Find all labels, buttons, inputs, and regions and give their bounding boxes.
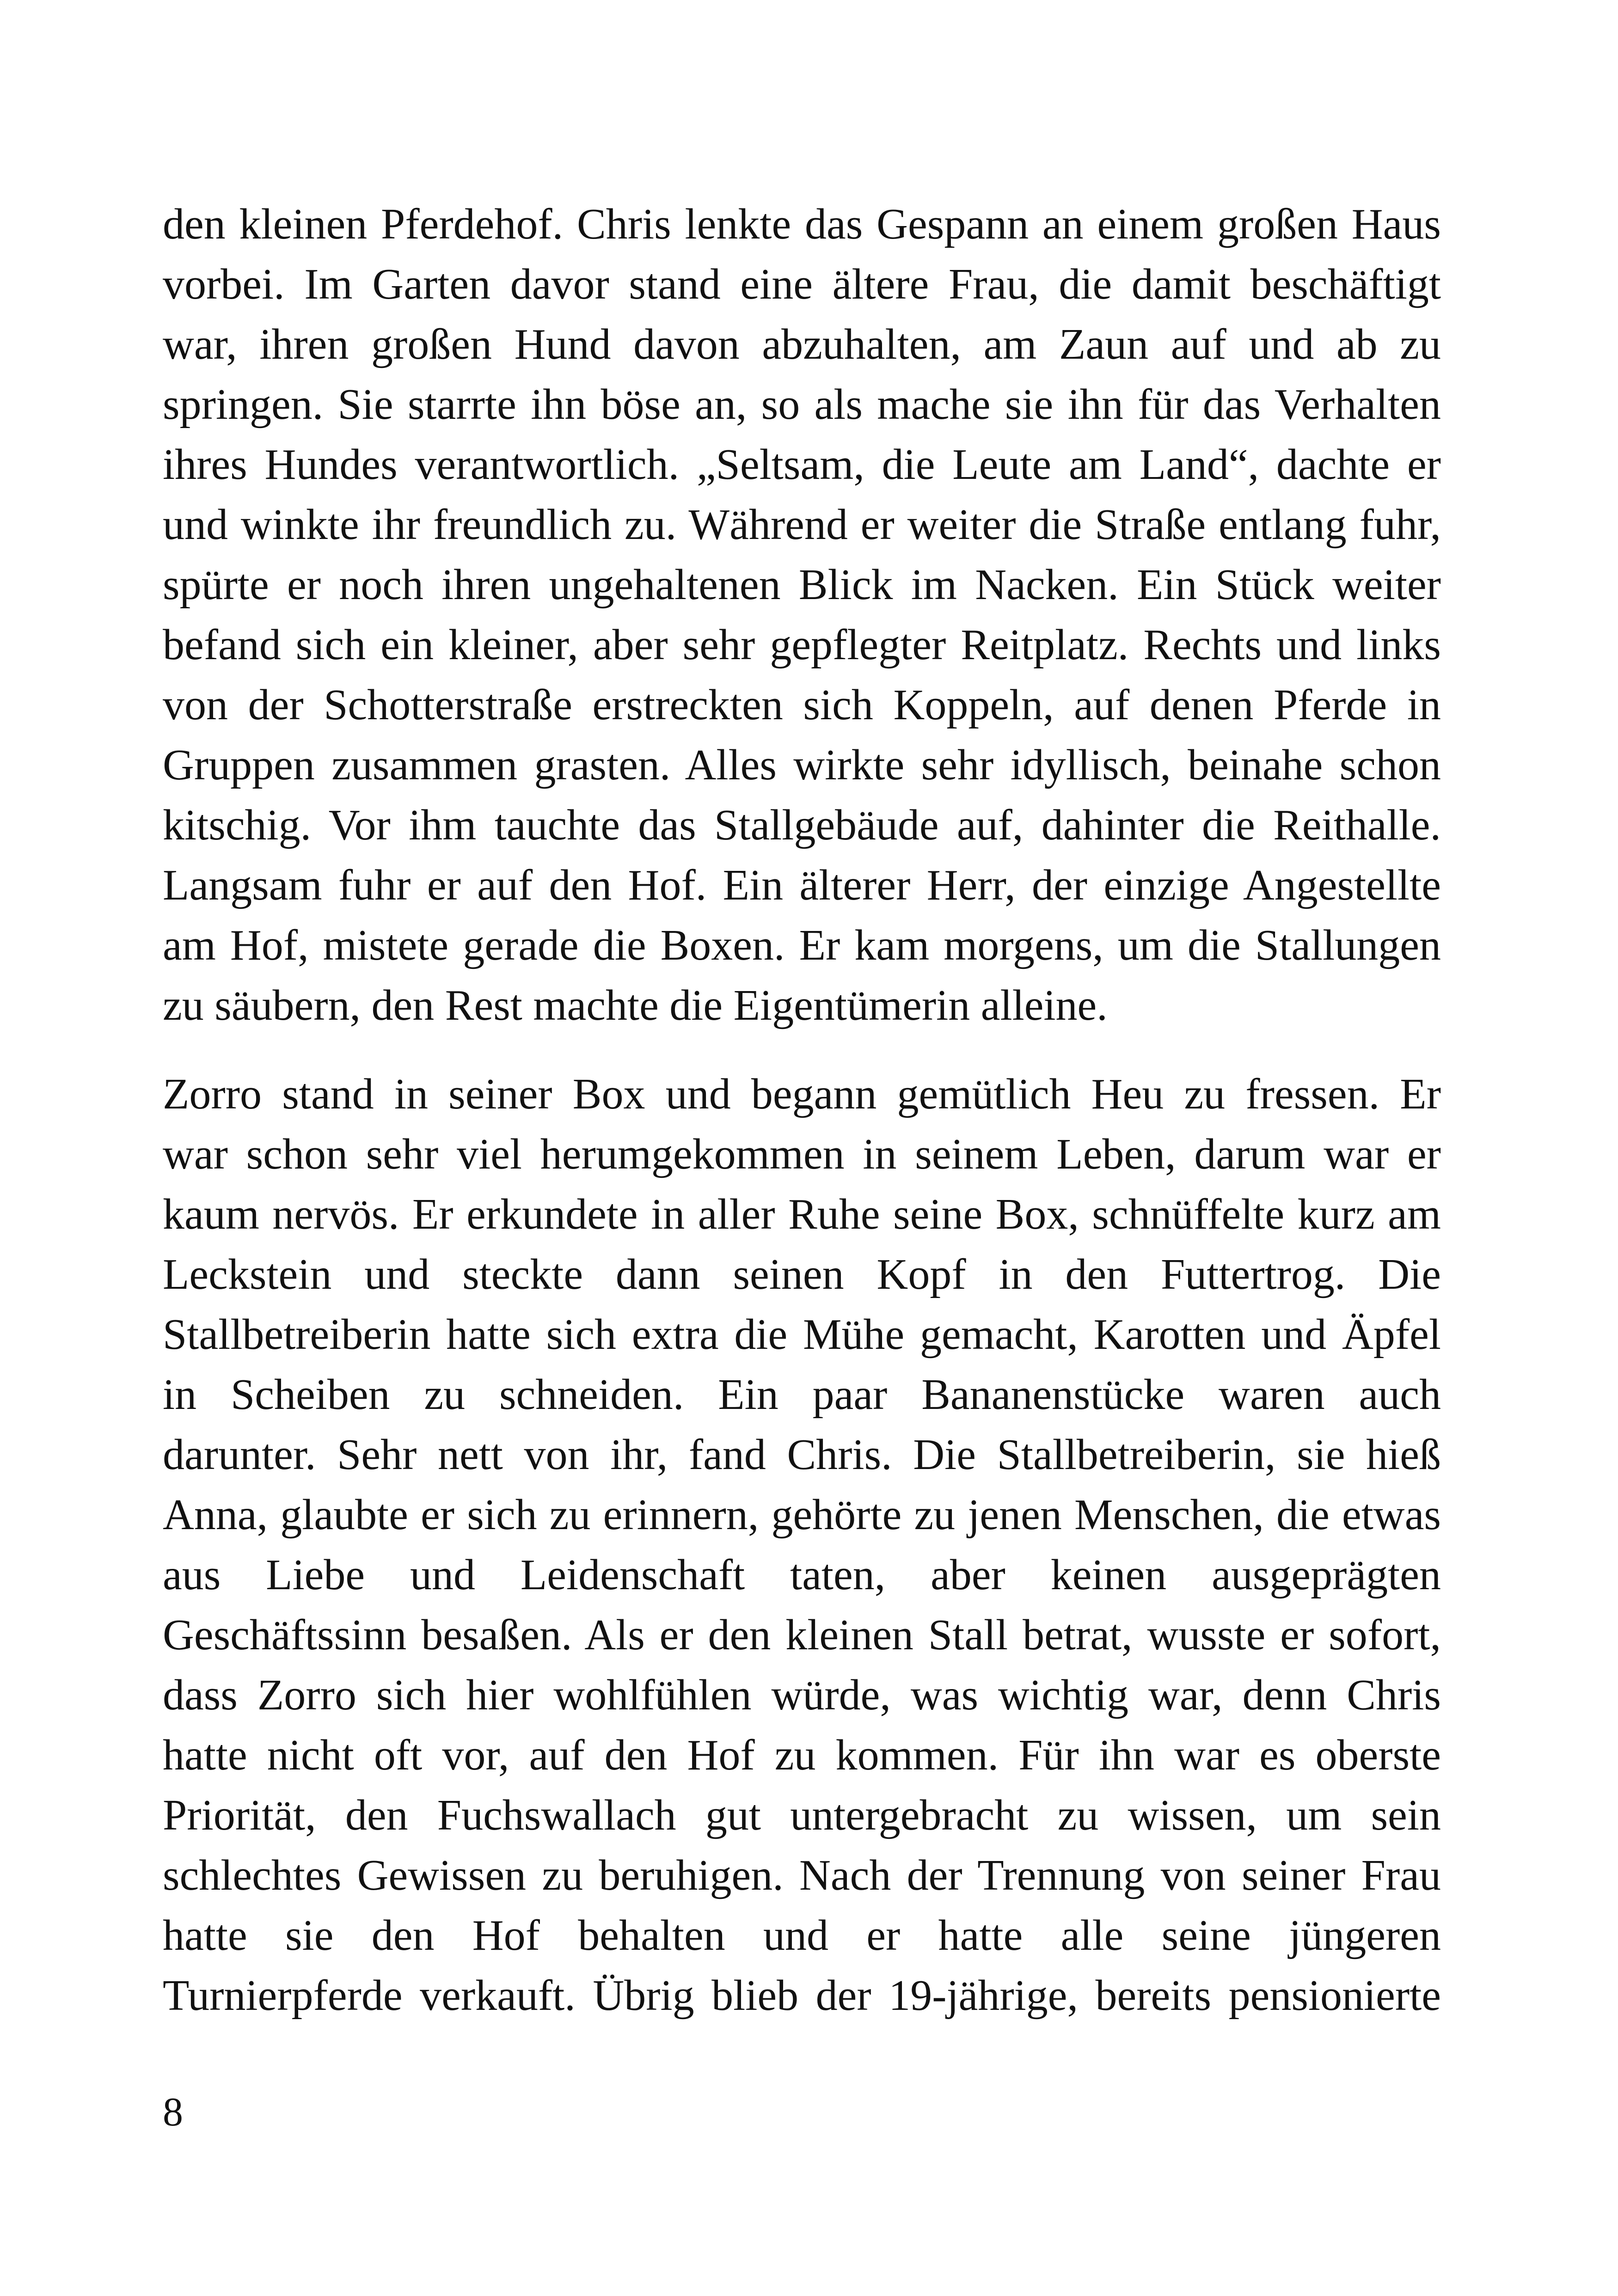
text-line: war, ihren großen Hund davon abzuhalten, am Zaun auf und ab zu bbox=[163, 320, 1441, 368]
text-line: den kleinen Pferdehof. Chris lenkte das Gespann an einem großen Haus bbox=[163, 200, 1441, 248]
text-line: springen. Sie starrte ihn böse an, so als mache sie ihn für das Verhalten bbox=[163, 380, 1441, 429]
text-line: am Hof, mistete gerade die Boxen. Er kam morgens, um die Stallungen bbox=[163, 921, 1441, 969]
text-line: schlechtes Gewissen zu beruhigen. Nach der Trennung von seiner Frau bbox=[163, 1851, 1441, 1899]
paragraph-spacer bbox=[163, 1035, 1441, 1064]
text-line: war schon sehr viel herumgekommen in seinem Leben, darum war er bbox=[163, 1130, 1441, 1178]
text-line: aus Liebe und Leidenschaft taten, aber keinen ausgeprägten bbox=[163, 1551, 1441, 1599]
text-line: Zorro stand in seiner Box und begann gemütlich Heu zu fressen. Er bbox=[163, 1070, 1441, 1118]
page-number: 8 bbox=[163, 2090, 183, 2135]
paragraph-1 bbox=[163, 194, 1441, 1035]
text-line: Priorität, den Fuchswallach gut untergebracht zu wissen, um sein bbox=[163, 1791, 1441, 1839]
text-line: in Scheiben zu schneiden. Ein paar Bananenstücke waren auch bbox=[163, 1371, 1441, 1419]
text-line: befand sich ein kleiner, aber sehr gepflegter Reitplatz. Rechts und links bbox=[163, 621, 1441, 669]
text-line: und winkte ihr freundlich zu. Während er weiter die Straße entlang fuhr, bbox=[163, 501, 1441, 549]
text-line: hatte nicht oft vor, auf den Hof zu kommen. Für ihn war es oberste bbox=[163, 1731, 1441, 1779]
text-line: ihres Hundes verantwortlich. „Seltsam, die Leute am Land“, dachte er bbox=[163, 441, 1441, 489]
paragraph-2 bbox=[163, 1064, 1441, 2026]
text-line: zu säubern, den Rest machte die Eigentümerin alleine. bbox=[163, 981, 1108, 1029]
text-line: von der Schotterstraße erstreckten sich Koppeln, auf denen Pferde in bbox=[163, 681, 1441, 729]
text-line: kaum nervös. Er erkundete in aller Ruhe seine Box, schnüffelte kurz am bbox=[163, 1190, 1441, 1238]
text-line: Turnierpferde verkauft. Übrig blieb der 19-jährige, bereits pensionierte bbox=[163, 1971, 1441, 2020]
text-line: Leckstein und steckte dann seinen Kopf in den Futtertrog. Die bbox=[163, 1250, 1441, 1298]
text-line: dass Zorro sich hier wohlfühlen würde, was wichtig war, denn Chris bbox=[163, 1671, 1441, 1719]
text-line: spürte er noch ihren ungehaltenen Blick im Nacken. Ein Stück weiter bbox=[163, 561, 1441, 609]
text-line: Anna, glaubte er sich zu erinnern, gehörte zu jenen Menschen, die etwas bbox=[163, 1491, 1441, 1539]
text-line: Geschäftssinn besaßen. Als er den kleinen Stall betrat, wusste er sofort, bbox=[163, 1611, 1441, 1659]
text-line: hatte sie den Hof behalten und er hatte alle seine jüngeren bbox=[163, 1911, 1441, 1959]
text-line: vorbei. Im Garten davor stand eine ältere Frau, die damit beschäftigt bbox=[163, 260, 1441, 308]
body-text bbox=[163, 194, 1441, 2026]
text-line: Langsam fuhr er auf den Hof. Ein älterer Herr, der einzige Angestellte bbox=[163, 861, 1441, 909]
text-line: darunter. Sehr nett von ihr, fand Chris. Die Stallbetreiberin, sie hieß bbox=[163, 1431, 1441, 1479]
text-line: Gruppen zusammen grasten. Alles wirkte sehr idyllisch, beinahe schon bbox=[163, 741, 1441, 789]
text-line: Stallbetreiberin hatte sich extra die Mühe gemacht, Karotten und Äpfel bbox=[163, 1310, 1441, 1359]
text-line: kitschig. Vor ihm tauchte das Stallgebäude auf, dahinter die Reithalle. bbox=[163, 801, 1441, 849]
